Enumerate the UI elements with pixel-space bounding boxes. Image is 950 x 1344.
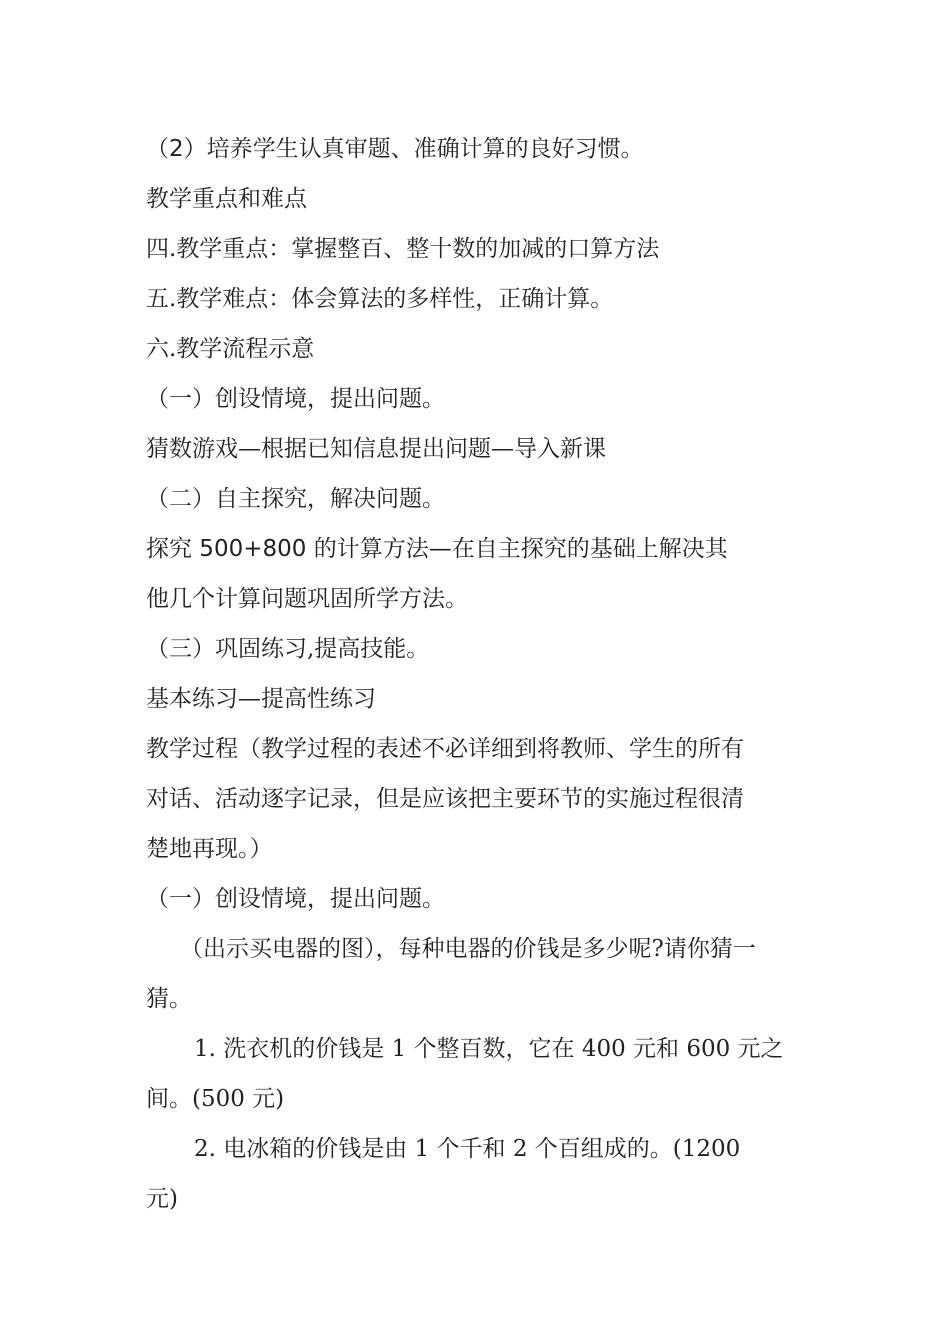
flow-step-3-detail: 基本练习—提高性练习 <box>146 686 376 712</box>
flow-step-2-detail-line1: 探究 500+800 的计算方法—在自主探究的基础上解决其 <box>146 536 728 562</box>
process-intro-line2: 对话、活动逐字记录，但是应该把主要环节的实施过程很清 <box>146 786 744 812</box>
objective-2: （2）培养学生认真审题、准确计算的良好习惯。 <box>146 136 644 162</box>
guess-item-1-line1: 1. 洗衣机的价钱是 1 个整百数，它在 400 元和 600 元之 <box>194 1036 784 1062</box>
process-step-1-text-line1: （出示买电器的图），每种电器的价钱是多少呢?请你猜一 <box>180 936 756 962</box>
guess-item-1-line2: 间。(500 元) <box>146 1086 285 1112</box>
flow-step-3: （三）巩固练习,提高技能。 <box>146 636 430 662</box>
flow-step-1-detail: 猜数游戏—根据已知信息提出问题—导入新课 <box>146 436 606 462</box>
process-intro-line1: 教学过程（教学过程的表述不必详细到将教师、学生的所有 <box>146 736 744 762</box>
flow-step-1: （一）创设情境，提出问题。 <box>146 386 445 412</box>
flow-step-2-detail-line2: 他几个计算问题巩固所学方法。 <box>146 586 468 612</box>
process-step-1: （一）创设情境，提出问题。 <box>146 886 445 912</box>
section-4-key-point: 四.教学重点：掌握整百、整十数的加减的口算方法 <box>146 236 660 262</box>
heading-key-points: 教学重点和难点 <box>146 186 307 212</box>
section-6-flow: 六.教学流程示意 <box>146 336 315 362</box>
process-intro-line3: 楚地再现。） <box>146 836 273 862</box>
guess-item-2-line1: 2. 电冰箱的价钱是由 1 个千和 2 个百组成的。(1200 <box>194 1136 741 1162</box>
guess-item-2-line2: 元) <box>146 1186 178 1212</box>
process-step-1-text-line2: 猜。 <box>146 986 192 1012</box>
flow-step-2: （二）自主探究，解决问题。 <box>146 486 445 512</box>
section-5-difficulty: 五.教学难点：体会算法的多样性，正确计算。 <box>146 286 614 312</box>
document-page <box>146 124 814 1224</box>
